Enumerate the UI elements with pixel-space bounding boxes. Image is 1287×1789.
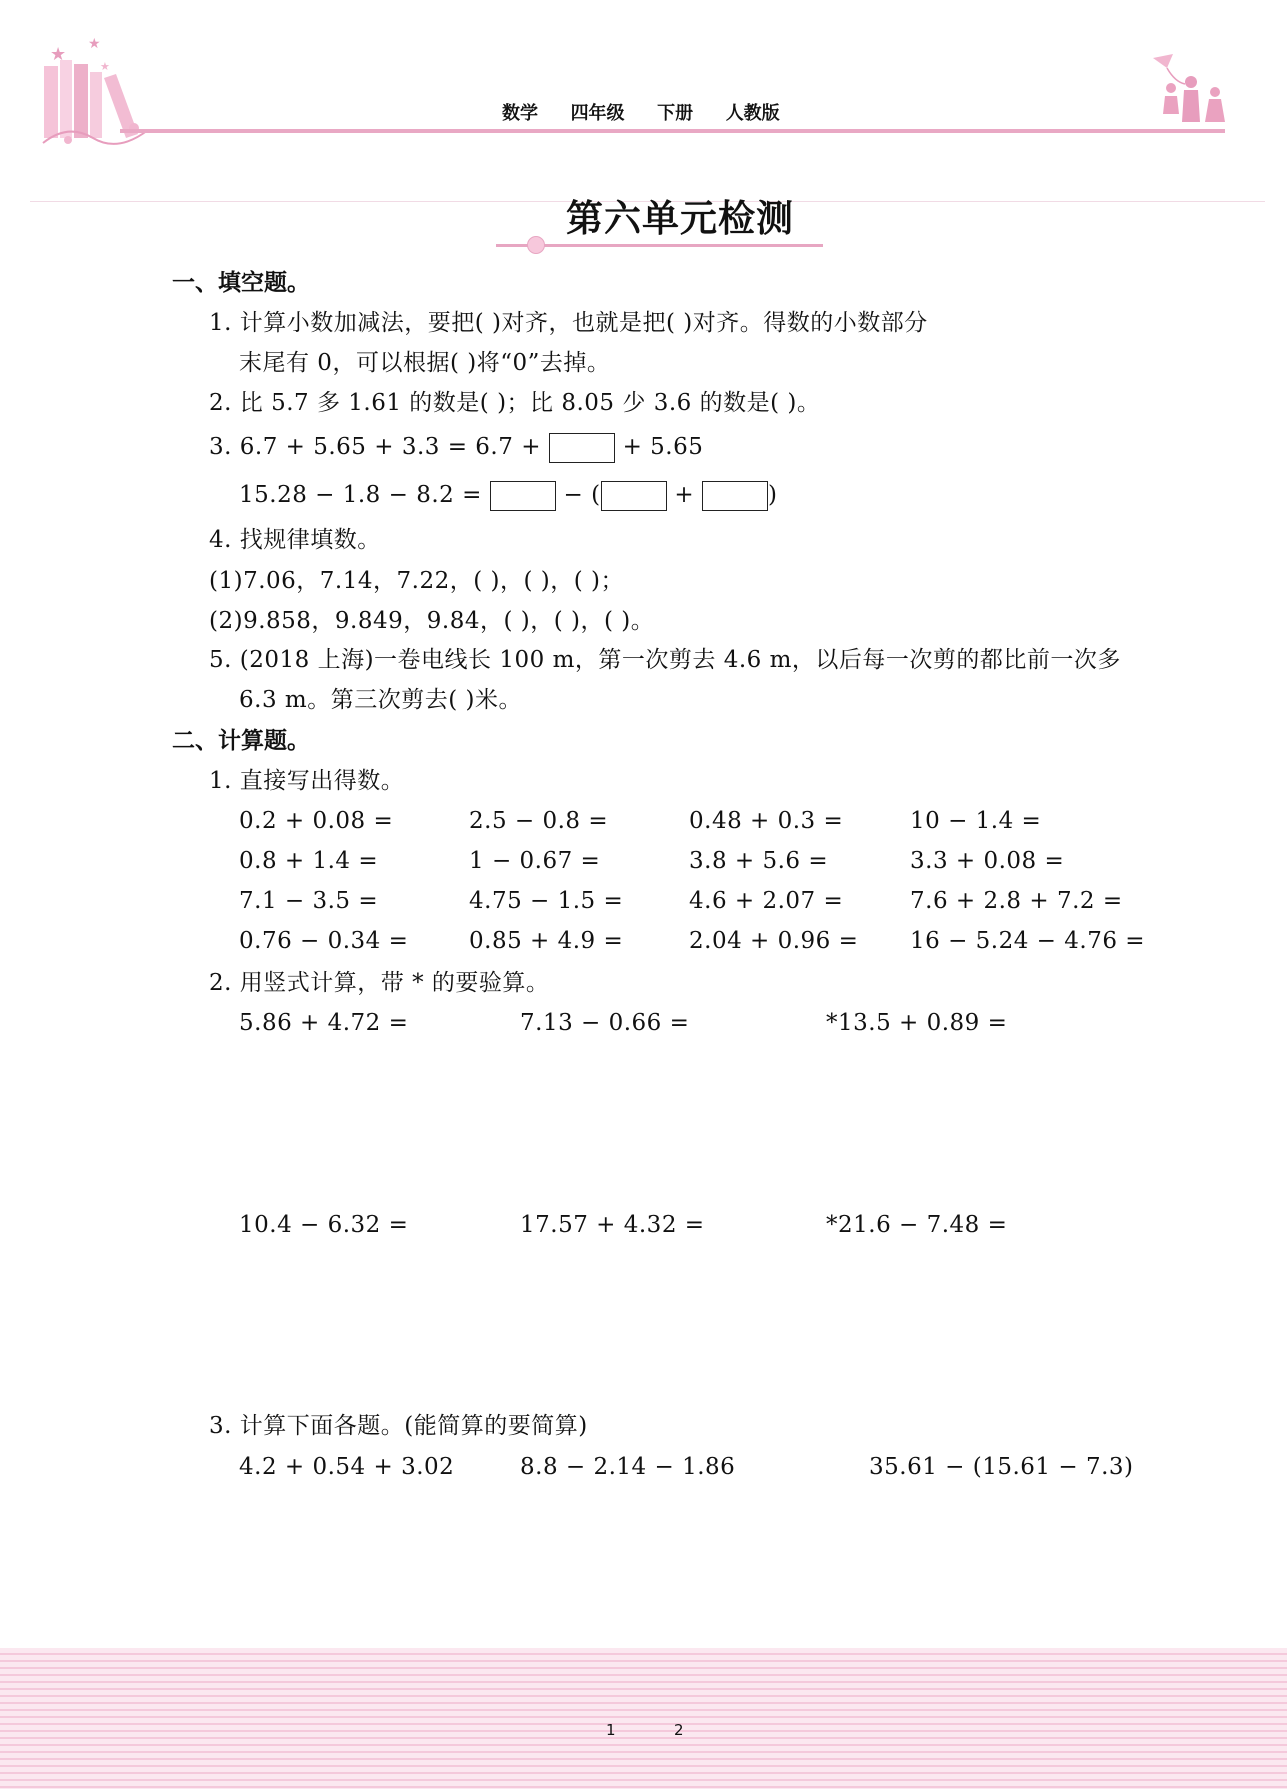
calc-question-1: 1. 直接写出得数。 (209, 768, 405, 794)
oral-problem: 0.76 − 0.34 = (239, 928, 409, 954)
calc-question-2: 2. 用竖式计算，带 * 的要验算。 (209, 970, 550, 996)
vertical-problem: *21.6 − 7.48 = (826, 1212, 1008, 1238)
oral-problem: 10 − 1.4 = (910, 808, 1042, 834)
vertical-problem: 5.86 + 4.72 = (239, 1010, 409, 1036)
question-5-line-1: 5. (2018 上海)一卷电线长 100 m，第一次剪去 4.6 m，以后每一次剪的都比前一次多 (209, 647, 1121, 673)
oral-problem: 3.3 + 0.08 = (910, 848, 1065, 874)
question-3-a (209, 432, 703, 463)
oral-problem: 2.04 + 0.96 = (689, 928, 859, 954)
answer-box[interactable] (601, 481, 667, 511)
question-3-a-right: + 5.65 (622, 434, 704, 460)
question-2: 2. 比 5.7 多 1.61 的数是( )；比 8.05 少 3.6 的数是( )。 (209, 390, 821, 416)
oral-problem: 16 − 5.24 − 4.76 = (910, 928, 1146, 954)
question-3-b (239, 480, 777, 511)
question-5-line-2: 6.3 m。第三次剪去( )米。 (239, 687, 522, 713)
question-3-a-left: 3. 6.7 + 5.65 + 3.3 = 6.7 + (209, 434, 541, 460)
section-heading-calculation: 二、计算题。 (172, 728, 310, 754)
simplify-problem: 35.61 − (15.61 − 7.3) (869, 1454, 1134, 1480)
star-icon: ★ (88, 36, 101, 52)
oral-problem: 4.75 − 1.5 = (469, 888, 624, 914)
answer-box[interactable] (490, 481, 556, 511)
close-paren: ) (767, 482, 778, 508)
title-dot-decoration (527, 236, 545, 254)
question-4-part-2: (2)9.858，9.849，9.84，( )，( )，( )。 (209, 608, 655, 634)
minus-sign: − (563, 482, 584, 508)
question-3-b-left: 15.28 − 1.8 − 8.2 = (239, 482, 482, 508)
question-4: 4. 找规律填数。 (209, 527, 381, 553)
oral-problem: 0.8 + 1.4 = (239, 848, 379, 874)
section-heading-fill-blank: 一、填空题。 (172, 270, 310, 296)
header-edition: 人教版 (725, 103, 780, 124)
page-title: 第六单元检测 (566, 196, 794, 240)
star-icon: ★ (100, 60, 110, 73)
header-decoration-children-kite (1145, 52, 1235, 132)
oral-problem: 1 − 0.67 = (469, 848, 601, 874)
vertical-problem: 7.13 − 0.66 = (520, 1010, 690, 1036)
plus-sign: + (674, 482, 695, 508)
header-term: 下册 (657, 103, 694, 124)
question-4-part-1: (1)7.06，7.14，7.22，( )，( )，( )； (209, 568, 624, 594)
oral-problem: 0.2 + 0.08 = (239, 808, 394, 834)
oral-problem: 4.6 + 2.07 = (689, 888, 844, 914)
oral-problem: 7.1 − 3.5 = (239, 888, 379, 914)
page-number-left: 1 (606, 1721, 616, 1739)
header-grade: 四年级 (570, 103, 625, 124)
oral-problem: 0.48 + 0.3 = (689, 808, 844, 834)
star-icon: ★ (50, 44, 67, 65)
oral-problem: 7.6 + 2.8 + 7.2 = (910, 888, 1123, 914)
simplify-problem: 4.2 + 0.54 + 3.02 (239, 1454, 455, 1480)
vertical-problem: *13.5 + 0.89 = (826, 1010, 1008, 1036)
oral-problem: 2.5 − 0.8 = (469, 808, 609, 834)
question-1-line-2: 末尾有 0，可以根据( )将“0”去掉。 (239, 350, 611, 376)
header-rule (120, 129, 1225, 133)
vertical-problem: 17.57 + 4.32 = (520, 1212, 705, 1238)
title-underline (496, 244, 823, 247)
page-number-right: 2 (674, 1721, 684, 1739)
simplify-problem: 8.8 − 2.14 − 1.86 (520, 1454, 736, 1480)
question-1-line-1: 1. 计算小数加减法，要把( )对齐，也就是把( )对齐。得数的小数部分 (209, 310, 928, 336)
vertical-problem: 10.4 − 6.32 = (239, 1212, 409, 1238)
answer-box[interactable] (549, 433, 615, 463)
calc-question-3: 3. 计算下面各题。(能简算的要简算) (209, 1413, 588, 1439)
open-paren: ( (591, 482, 601, 508)
oral-problem: 3.8 + 5.6 = (689, 848, 829, 874)
header-meta (502, 99, 780, 125)
footer-decoration (0, 1648, 1287, 1789)
oral-problem: 0.85 + 4.9 = (469, 928, 624, 954)
header-subject: 数学 (502, 103, 538, 124)
answer-box[interactable] (702, 481, 768, 511)
